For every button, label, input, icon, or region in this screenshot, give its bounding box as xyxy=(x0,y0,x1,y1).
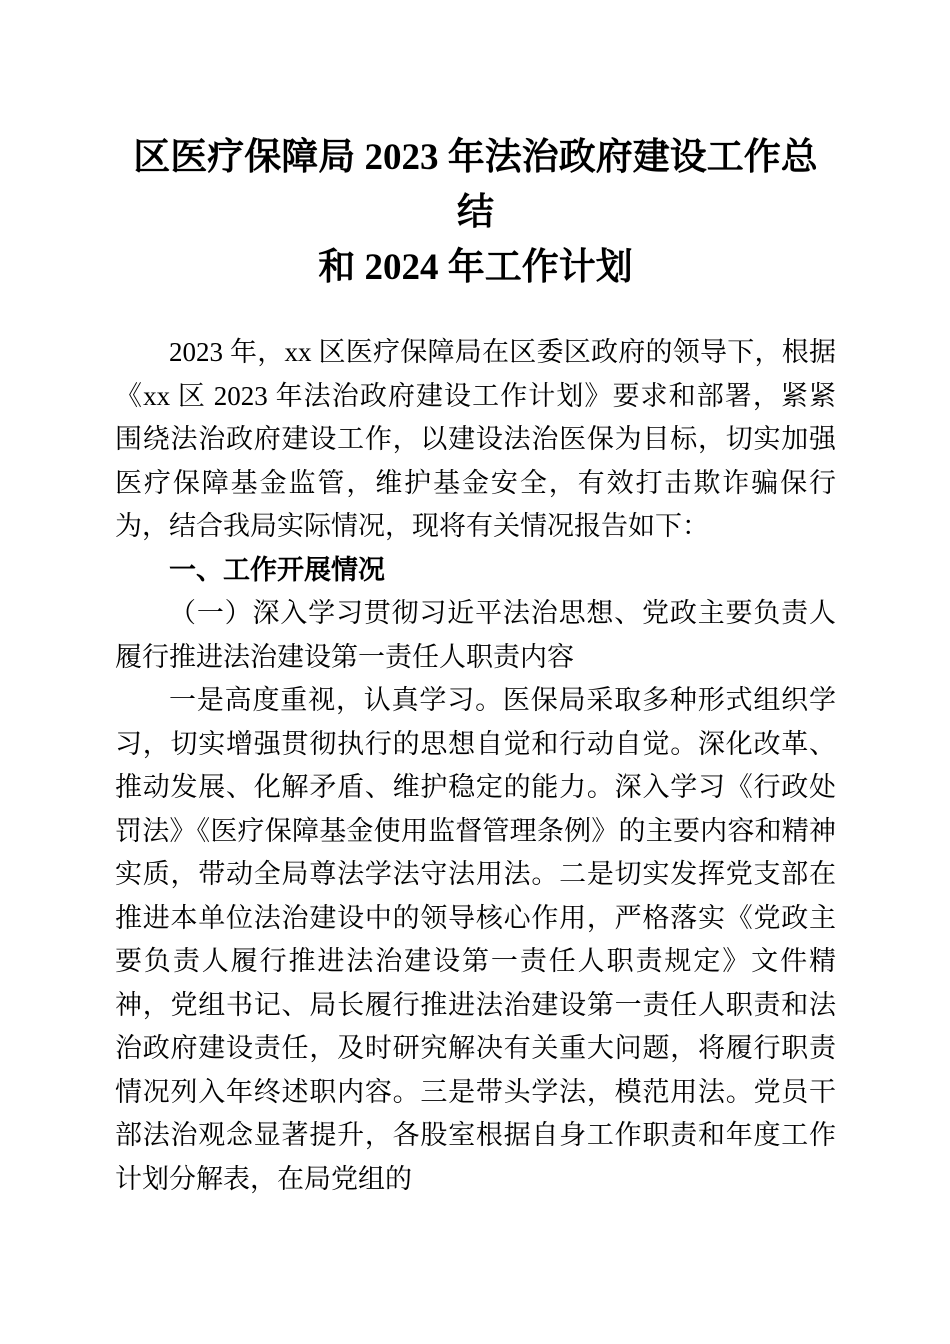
section-heading-work-progress: 一、工作开展情况 xyxy=(169,554,385,585)
subsection-heading-study-implementation: （一）深入学习贯彻习近平法治思想、党政主要负责人履行推进法治建设第一责任人职责内容 xyxy=(115,598,836,672)
document-title xyxy=(115,130,836,295)
document-title-line-2: 和 2024 年工作计划 xyxy=(318,247,633,288)
content-paragraph: 一是高度重视，认真学习。医保局采取多种形式组织学习，切实增强贯彻执行的思想自觉和行动自觉。深化改革、推动发展、化解矛盾、维护稳定的能力。深入学习《行政处罚法》《医疗保障基金使用监督管理条例》的主要内容和精神实质，带动全局尊法学法守法用法。二是切实发挥党支部在推进本单位法治建设中的领导核心作用，严格落实《党政主要负责人履行推进法治建设第一责任人职责规定》文件精神，党组书记、局长履行推进法治建设第一责任人职责和法治政府建设责任，及时研究解决有关重大问题，将履行职责情况列入年终述职内容。三是带头学法，模范用法。党员干部法治观念显著提升，各股室根据自身工作职责和年度工作计划分解表，在局党组的 xyxy=(115,685,836,1194)
intro-paragraph: 2023 年，xx 区医疗保障局在区委区政府的领导下，根据《xx 区 2023 年法治政府建设工作计划》要求和部署，紧紧围绕法治政府建设工作，以建设法治医保为目标，切实加强医疗保障基金监管，维护基金安全，有效打击欺诈骗保行为，结合我局实际情况，现将有关情况报告如下： xyxy=(115,337,836,541)
document-title-line-1: 区医疗保障局 2023 年法治政府建设工作总结 xyxy=(133,137,818,233)
document-body xyxy=(115,331,836,1201)
